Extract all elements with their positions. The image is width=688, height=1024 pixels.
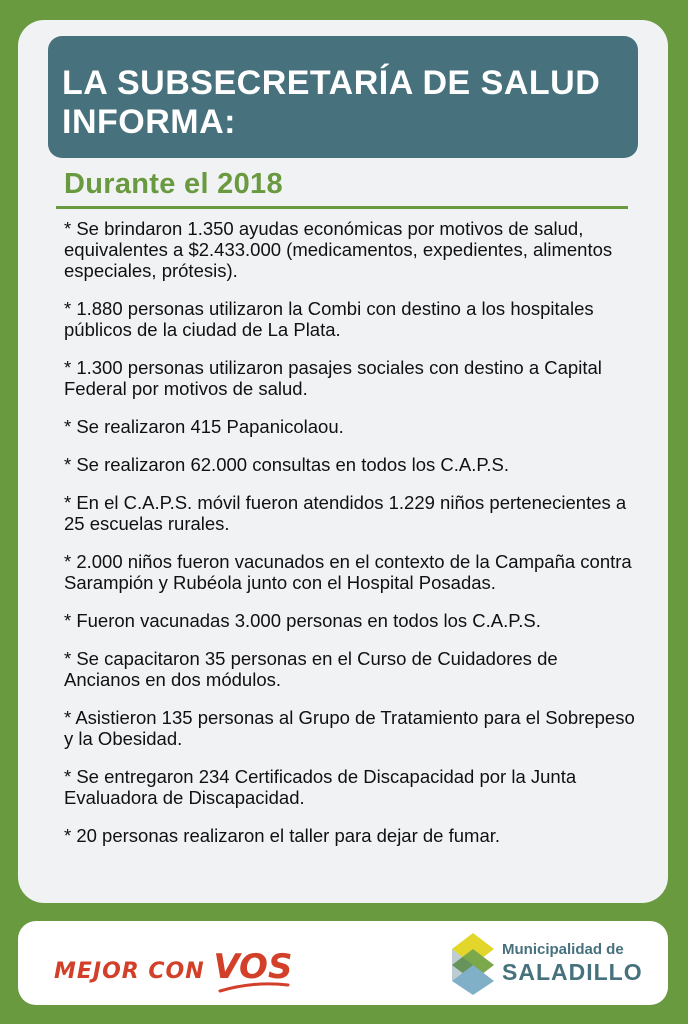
list-item: * Se brindaron 1.350 ayudas económicas por motivos de salud, equivalentes a $2.433.000 (medicamentos, expedientes, alimentos especiales, prótesis). <box>64 218 613 281</box>
title-line-1: LA SUBSECRETARÍA DE SALUD <box>62 64 601 102</box>
page-title <box>62 64 638 142</box>
stats-list <box>64 218 636 863</box>
municipality-name-top: Municipalidad de <box>502 941 624 958</box>
list-item: * 1.880 personas utilizaron la Combi con destino a los hospitales públicos de la ciudad de La Plata. <box>64 298 594 340</box>
divider <box>56 206 628 209</box>
list-item: * Se entregaron 234 Certificados de Discapacidad por la Junta Evaluadora de Discapacidad. <box>64 766 577 808</box>
list-item: * Se realizaron 62.000 consultas en todos los C.A.P.S. <box>64 454 509 475</box>
list-item: * 2.000 niños fueron vacunados en el contexto de la Campaña contra Sarampión y Rubéola junto con el Hospital Posadas. <box>64 551 632 593</box>
list-item: * Fueron vacunadas 3.000 personas en todos los C.A.P.S. <box>64 610 541 631</box>
footer-bar <box>18 921 668 1005</box>
list-item: * Se capacitaron 35 personas en el Curso de Cuidadores de Ancianos en dos módulos. <box>64 648 558 690</box>
list-item: * 1.300 personas utilizaron pasajes sociales con destino a Capital Federal por motivos de salud. <box>64 357 602 399</box>
header-banner <box>48 36 638 158</box>
slogan-text-2: VOS <box>213 947 293 987</box>
section-subtitle: Durante el 2018 <box>64 168 283 200</box>
list-item: * Se realizaron 415 Papanicolaou. <box>64 416 344 437</box>
municipality-logo-icon <box>450 931 496 997</box>
slogan-swoosh-icon <box>218 979 290 995</box>
slogan-text-1: MEJOR CON <box>54 959 214 984</box>
list-item: * En el C.A.P.S. móvil fueron atendidos 1.229 niños pertenecientes a 25 escuelas rurales. <box>64 492 627 534</box>
municipality-name-bottom: SALADILLO <box>502 959 643 985</box>
list-item: * 20 personas realizaron el taller para dejar de fumar. <box>64 825 501 846</box>
list-item: * Asistieron 135 personas al Grupo de Tratamiento para el Sobrepeso y la Obesidad. <box>64 707 635 749</box>
title-line-2: INFORMA: <box>62 103 236 141</box>
